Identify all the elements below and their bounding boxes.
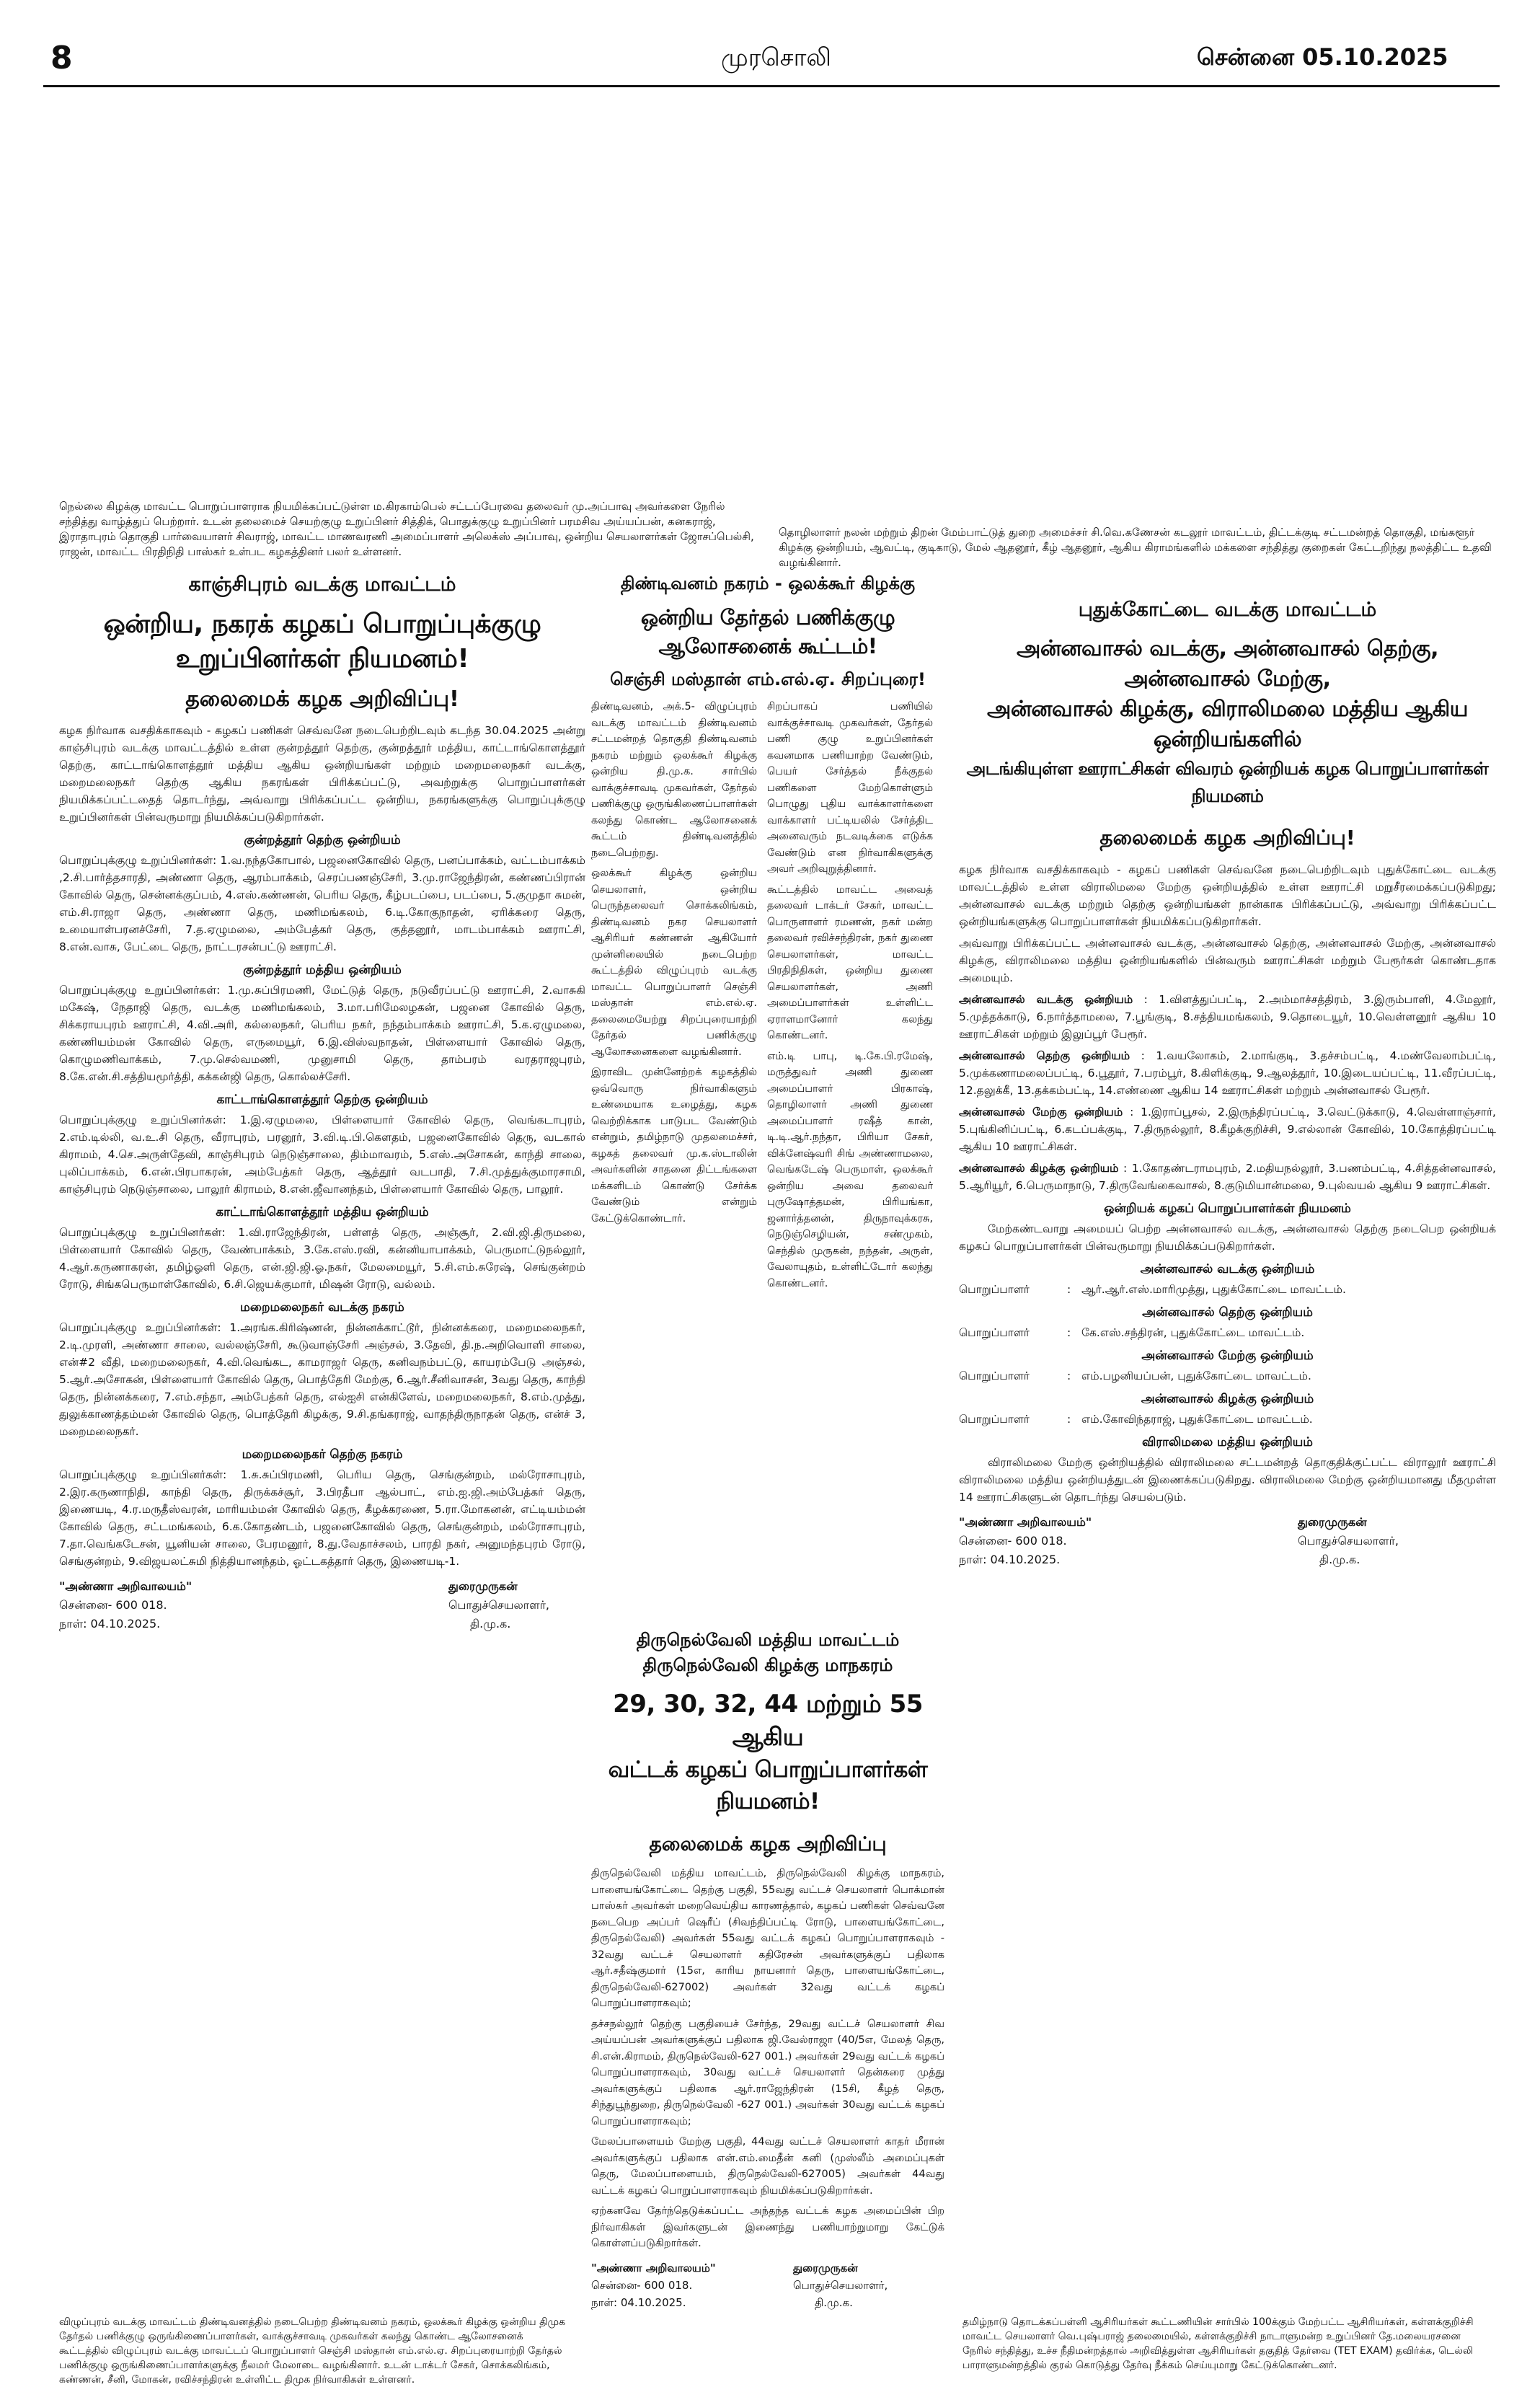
appoint-value: எம்.பழனியப்பன், புதுக்கோட்டை மாவட்டம். — [1081, 1369, 1311, 1382]
paragraph: ஏற்கனவே தேர்ந்தெடுக்கப்பட்ட அந்தந்த வட்டக் கழக அமைப்பின் பிற நிர்வாகிகள் இவர்களுடன் இணைந்து பணியாற்றுமாறு கேட்டுக் கொள்ளப்படுகிறார்கள். — [591, 2205, 944, 2249]
appoint-union: அன்னவாசல் கிழக்கு ஒன்றியம் — [1141, 1392, 1314, 1406]
kanchi-section-body: பொறுப்புக்குழு உறுப்பினர்கள்: 1.வி.ராஜேந்திரன், பள்ளத் தெரு, அஞ்சூர், 2.வி.ஜி.திருமலை, பிள்ளையார் கோவில் தெரு, வேண்பாக்கம், 3.கே.எஸ்.ரவி, கன்னியாபாக்கம், பெருமாட்டுநல்லூர், 4.ஆர்.கருணாகரன், தமிழ்ஓளி தெரு, என்.ஜி.ஜி.ஓ.நகர், மேலமையூர், 5.சி.எம்.சுரேஷ், செங்குன்றம் ரோடு, சிங்கபெருமாள்கோவில், 6.சி.ஜெயக்குமார், மிஷன் ரோடு, வல்லம். — [59, 1226, 585, 1291]
appoint-row: பொறுப்பாளர் : ஆர்.ஆர்.எஸ்.மாரிமுத்து, புதுக்கோட்டை மாவட்டம். — [959, 1281, 1496, 1298]
appoint-union: அன்னவாசல் மேற்கு ஒன்றியம் — [1141, 1349, 1314, 1363]
sig-date: நாள்: 04.10.2025. — [959, 1553, 1061, 1566]
paragraph: எம்.டி பாபு, டி.கே.பி.ரமேஷ், மருத்துவர் அணி துணை அமைப்பாளர் பிரகாஷ், தொழிலாளர் அணி துணை அமைப்பாளர் ரஷீத் கான், டி.டி.ஆர்.நந்தா, பிரியா சேகர், விக்னேஷ்வரி சிங் அண்ணாமலை, வெங்கடேஷ் பெருமாள், ஒலக்கூர் ஒன்றிய அவை தலைவர் புருஷோத்தமன், பிரியங்கா, ஜனார்த்தனன், திருநாவுக்கரசு, நெடுஞ்செழியன், சண்முகம், செந்தில் முருகன், நந்தன், அருள், வேலாயுதம், உள்ளிட்டோர் கலந்து கொண்டனர். — [767, 1050, 933, 1289]
pudukkottai-headline3: அடங்கியுள்ள ஊராட்சிகள் விவரம் ஒன்றியக் கழக பொறுப்பாளர்கள் நியமனம் — [966, 759, 1489, 806]
appoint-label: பொறுப்பாளர் — [959, 1413, 1030, 1426]
kanchi-section-body: பொறுப்புக்குழு உறுப்பினர்கள்: 1.அரங்க.கிரிஷ்ணன், நின்னக்காட்டூர், நின்னக்கரை, மறைமலைநகர், 2.டி.முரளி, அண்ணா சாலை, வல்லஞ்சேரி, கூடுவாஞ்சேரி அஞ்சல், 3.தேவி, தி.ந.அறிவொளி சாலை, என்#2 வீதி, மறைமலைநகர், 4.வி.வெங்கட, காமராஜர் தெரு, கனிவநம்பட்டு, காயரம்பேடு அஞ்சல், 5.ஆர்.அசோகன், பிள்ளையார் கோவில் தெரு, பொத்தேரி மேற்கு, 6.ஆர்.சீனிவாசன், 3வது தெரு, காந்தி தெரு, நின்னக்கரை, 7.எம்.சந்தா, அம்பேத்கர் தெரு, எல்ஐசி என்கிளேவ், மறைமலைநகர், 8.எம்.முத்து, துலுக்காணத்தம்மன் கோவில் தெரு, பொத்தேரி கிழக்கு, 9.சி.தங்கராஜ், வாதந்திருநாதன் தெரு, என்ச் 3, மறைமலைநகர். — [59, 1321, 585, 1438]
paper-name: முரசொலி — [721, 43, 831, 72]
paragraph: ஒலக்கூர் கிழக்கு ஒன்றிய செயலாளர், ஒன்றிய பெருந்தலைவர் சொக்கலிங்கம், திண்டிவனம் நகர செயலாளர் ஆசிரியர் கண்ணன் ஆகியோர் முன்னிலையில் நடைபெற்ற கூட்டத்தில் விழுப்புரம் வடக்கு மாவட்ட பொறுப்பாளர் செஞ்சி மஸ்தான் எம்.எல்.ஏ. தலைமையேற்று சிறப்புரையாற்றி தேர்தல் பணிக்குழு ஆலோசனைகளை வழங்கினார். — [591, 868, 757, 1058]
pudukkottai-notice: தலைமைக் கழக அறிவிப்பு! — [1099, 826, 1355, 850]
sig-name: துரைமுருகன் — [793, 2261, 858, 2275]
pudukkottai-intro: கழக நிர்வாக வசதிக்காகவும் - கழகப் பணிகள் செவ்வனே நடைபெற்றிடவும் புதுக்கோட்டை வடக்கு மாவட்டத்தில் உள்ள விராலிமலை மேற்கு ஒன்றியத்தில் உள்ள ஊராட்சி மறுசீரமைக்கப்படுகிறது; அன்னவாசல் வடக்கு மற்றும் தெற்கு ஒன்றியங்கள் நான்காக பிரிக்கப்பட்டு, அவ்வாறு பிரிக்கப்பட்ட ஒன்றியங்களுக்கு பொறுப்பாளர்கள் நியமிக்கப்படுகிறார்கள். — [959, 863, 1496, 928]
caption-top-right: தொழிலாளர் நலன் மற்றும் திறன் மேம்பாட்டுத் துறை அமைச்சர் சி.வெ.கணேசன் கடலூர் மாவட்டம், திட்டக்குடி சட்டமன்றத் தொகுதி, மங்களூர் கிழக்கு ஒன்றியம், ஆவட்டி, குடிகாடு, மேல் ஆதனூர், கீழ் ஆதனூர், ஆகிய கிராமங்களில் மக்களை சந்தித்து குறைகள் கேட்டறிந்து நலத்திட்ட உதவி வழங்கினார். — [779, 526, 1492, 569]
tirunelveli-headline1: 29, 30, 32, 44 மற்றும் 55 ஆகிய — [613, 1690, 923, 1752]
kanchi-signature — [59, 1577, 585, 1633]
union-name: அன்னவாசல் கிழக்கு ஒன்றியம் — [959, 1162, 1119, 1175]
sig-city: சென்னை- 600 018. — [591, 2278, 693, 2292]
union-item — [959, 991, 1496, 1043]
paragraph: இராவிட முன்னேற்றக் கழகத்தில் ஒவ்வொரு நிர்வாகிகளும் உண்மையாக உழைத்து, கழக வெற்றிக்காக பாடுபட வேண்டும் என்றும், தமிழ்நாடு முதலமைச்சர், கழகத் தலைவர் மு.க.ஸ்டாலின் அவர்களின் சாதனை திட்டங்களை மக்களிடம் கொண்டு சேர்க்க வேண்டும் என்றும் கேட்டுக்கொண்டார். — [591, 1067, 757, 1225]
kanchi-section-title: மறைமலைநகர் வடக்கு நகரம் — [240, 1300, 404, 1315]
sig-party: தி.மு.க. — [815, 2295, 853, 2309]
tindivanam-sub: செஞ்சி மஸ்தான் எம்.எல்.ஏ. சிறப்புரை! — [610, 669, 926, 689]
kanchi-section-title: குன்றத்தூர் மத்திய ஒன்றியம் — [243, 963, 402, 977]
sig-party: தி.மு.க. — [470, 1617, 511, 1631]
union-item — [959, 1103, 1496, 1155]
pudukkottai-body — [959, 861, 1496, 1506]
pudukkottai-article — [959, 599, 1496, 1569]
paragraph: சிறப்பாகப் பணியில் வாக்குச்சாவடி முகவர்கள், தேர்தல் பணி குழு உறுப்பினர்கள் கவனமாக பணியாற்ற வேண்டும், பெயர் சேர்த்தல் நீக்குதல் பணிகளை மேற்கொள்ளும் பொழுது புதிய வாக்காளர்களை வாக்காளர் பட்டியலில் சேர்த்திட அனைவரும் நடவடிக்கை எடுக்க வேண்டும் என நிர்வாகிகளுக்கு அவர் அறிவுறுத்தினார். — [767, 701, 933, 875]
appoint-label: பொறுப்பாளர் — [959, 1326, 1030, 1339]
tirunelveli-article — [591, 1630, 944, 2311]
appoint-label: பொறுப்பாளர் — [959, 1283, 1030, 1296]
union-item — [959, 1047, 1496, 1099]
sig-role: பொதுச்செயலாளர், — [793, 2278, 888, 2292]
appoint-value: எம்.கோவிந்தராஜ், புதுக்கோட்டை மாவட்டம். — [1081, 1413, 1313, 1426]
sig-office: "அண்ணா அறிவாலயம்" — [959, 1515, 1092, 1529]
paragraph: மேலப்பாளையம் மேற்கு பகுதி, 44வது வட்டச் செயலாளர் காதர் மீரான் அவர்களுக்குப் பதிலாக என்.எம்.மைதீன் கனி (முஸ்லீம் அமைப்புகள் தெரு, மேலப்பாளையம், திருநெல்வேலி-627005) அவர்கள் 44வது வட்டக் கழகப் பொறுப்பாளராகவும் நியமிக்கப்படுகிறார்கள். — [591, 2136, 944, 2197]
photo-bottom-right — [959, 1889, 1496, 2308]
photo-bottom-left — [50, 1832, 577, 2311]
union-text: : 1.வயலோகம், 2.மாங்குடி, 3.தச்சம்பட்டி, 4.மண்வேலாம்பட்டி, 5.முக்கணாமலைப்பட்டி, 6.பூதூர், 7.பரம்பூர், 8.கிளிக்குடி, 9.ஆலத்தூர், 10.இடையப்பட்டி, 11.வீரப்பட்டி, 12.தலுக்கீ, 13.தக்கம்பட்டி, 14.எண்ணை ஆகிய 14 ஊராட்சிகள் மற்றும் அன்னவாசல் பேரூர். — [959, 1049, 1496, 1097]
pudukkottai-district: புதுக்கோட்டை வடக்கு மாவட்டம் — [1078, 599, 1377, 621]
appoint-row: பொறுப்பாளர் : கே.எஸ்.சந்திரன், புதுக்கோட்டை மாவட்டம். — [959, 1324, 1496, 1341]
kanchi-section-body: பொறுப்புக்குழு உறுப்பினர்கள்: 1.வ.நந்தகோபால், பஜனைகோவில் தெரு, பனப்பாக்கம், வட்டம்பாக்கம் ,2.சி.பார்த்தசாரதி, அண்ணா தெரு, ஆரம்பாக்கம், செரப்பணஞ்சேரி, 3.மு.ராஜேந்திரன், கண்ணப்பிரான் கோவில் தெரு, சென்னக்குப்பம், 4.எஸ்.கண்ணன், பெரிய தெரு, கீழ்படப்பை, படப்பை, 5.குமுதா சுமன், எம்.சி.ராஜா தெரு, அண்ணா தெரு, மணிமங்கலம், 6.டி.கோகுநாதன், ஏரிக்கரை தெரு, உமையாள்பரனச்சேரி, 7.த.ஏழுமலை, அம்பேத்கர் தெரு, குத்தனூர், மாடம்பாக்கம் ஊராட்சி, 8.என்.வாசு, பேட்டை தெரு, நாட்டரசன்பட்டு ஊராட்சி. — [59, 854, 585, 953]
sig-role: பொதுச்செயலாளர், — [448, 1598, 550, 1612]
pudukkottai-headline1: அன்னவாசல் வடக்கு, அன்னவாசல் தெற்கு, அன்னவாசல் மேற்கு, — [1016, 636, 1439, 692]
appoint-union: அன்னவாசல் வடக்கு ஒன்றியம் — [1140, 1262, 1315, 1276]
issue-date: சென்னை 05.10.2025 — [1197, 43, 1448, 71]
kanchi-district: காஞ்சிபுரம் வடக்கு மாவட்டம் — [188, 573, 456, 596]
pudukkottai-signature — [959, 1513, 1496, 1569]
viralimalai-text: விராலிமலை மேற்கு ஒன்றியத்தில் விராலிமலை சட்டமன்றத் தொகுதிக்குட்பட்ட விராலூர் ஊராட்சி விராலிமலை மத்திய ஒன்றியத்துடன் இணைக்கப்படுகிறது. விராலிமலை மேற்கு ஒன்றியமானது மீதமுள்ள 14 ஊராட்சிகளுடன் தொடர்ந்து செயல்படும். — [959, 1456, 1496, 1504]
kanchi-section-title: மறைமலைநகர் தெற்கு நகரம் — [242, 1447, 403, 1462]
tindivanam-col1 — [591, 699, 757, 1296]
appoint-intro: மேற்கண்டவாறு அமையப் பெற்ற அன்னவாசல் வடக்கு, அன்னவாசல் தெற்கு நடைபெற ஒன்றியக் கழகப் பொறுப்பாளர்கள் பின்வருமாறு நியமிக்கப்படுகிறார்கள். — [959, 1222, 1496, 1253]
paragraph: திருநெல்வேலி மத்திய மாவட்டம், திருநெல்வேலி கிழக்கு மாநகரம், பாளையங்கோட்டை தெற்கு பகுதி, 55வது வட்டச் செயலாளர் பொக்மான் பாஸ்கர் அவர்கள் மறைவெய்திய காரணத்தால், கழகப் பணிகள் செவ்வனே நடைபெற அப்பர் ஷெரீப் (சிவந்திப்பட்டி ரோடு, பாளையங்கோட்டை, திருநெல்வேலி) அவர்கள் 55வது வட்டக் கழகப் பொறுப்பாளராகவும் - 32வது வட்டச் செயலாளர் கதிரேசன் அவர்களுக்குப் பதிலாக ஆர்.சதீஷ்குமார் (15எ, காரிய நாயனார் தெரு, பாளையங்கோட்டை, திருநெல்வேலி-627002) அவர்கள் 32வது வட்டக் கழகப் பொறுப்பாளராகவும்; — [591, 1868, 944, 2009]
sig-date: நாள்: 04.10.2025. — [59, 1617, 161, 1631]
sig-city: சென்னை- 600 018. — [959, 1534, 1067, 1548]
tirunelveli-signature — [591, 2259, 944, 2311]
kanchi-section-body: பொறுப்புக்குழு உறுப்பினர்கள்: 1.சு.சுப்பிரமணி, பெரிய தெரு, செங்குன்றம், மல்ரோசாபுரம், 2.இர.கருணாநிதி, காந்தி தெரு, திருக்கச்சூர், 3.பிரதீபா ஆல்பாட், எம்.ஐ.ஜி.அம்பேத்கர் தெரு, இணையடி, 4.ர.மருதீஸ்வரன், மாரியம்மன் கோவில் தெரு, கீழக்கரணை, 5.ரா.மோகனன், எட்டியம்மன் கோவில் தெரு, சட்டமங்கலம், 6.க.கோதண்டம், பஜனைகோவில் தெரு, செங்குன்றம், மல்ரோசாபுரம், 7.தா.வெங்கடேசன், யூனியன் சாலை, பேரமனூர், 8.து.வேதாச்சலம், பாரதி நகர், அனுமந்தபுரம் ரோடு, செங்குன்றம், 9.விஜயலட்சுமி நித்தியானந்தம், ஓட்டகத்தார் தெரு, இணையடி-1. — [59, 1468, 585, 1568]
kanchi-section-title: காட்டாங்கொளத்தூர் தெற்கு ஒன்றியம் — [216, 1093, 428, 1107]
pudukkottai-headline2: அன்னவாசல் கிழக்கு, விராலிமலை மத்திய ஆகிய ஒன்றியங்களில் — [986, 697, 1468, 752]
appoint-union: அன்னவாசல் தெற்கு ஒன்றியம் — [1142, 1305, 1313, 1320]
sig-role: பொதுச்செயலாளர், — [1298, 1534, 1399, 1548]
masthead-rule — [43, 85, 1500, 87]
tirunelveli-district2: திருநெல்வேலி கிழக்கு மாநகரம் — [642, 1655, 893, 1675]
appoint-value: கே.எஸ்.சந்திரன், புதுக்கோட்டை மாவட்டம். — [1081, 1326, 1305, 1339]
union-name: அன்னவாசல் தெற்கு ஒன்றியம் — [959, 1049, 1130, 1062]
kanchi-notice: தலைமைக் கழக அறிவிப்பு! — [185, 687, 459, 712]
sig-city: சென்னை- 600 018. — [59, 1598, 167, 1612]
caption-bottom-left: விழுப்புரம் வடக்கு மாவட்டம் திண்டிவனத்தில் நடைபெற்ற திண்டிவனம் நகரம், ஒலக்கூர் கிழக்கு ஒன்றிய திமுக தேர்தல் பணிக்குழு ஒருங்கிணைப்பாளர்கள், வாக்குச்சாவடி முகவர்கள் கலந்து கொண்ட ஆலோசனைக் கூட்டத்தில் விழுப்புரம் வடக்கு மாவட்டப் பொறுப்பாளர் செஞ்சி மஸ்தான் எம்.எல்.ஏ. சிறப்புரையாற்றி தேர்தல் பணிக்குழு ஒருங்கிணைப்பாளர்களுக்கு நீலமர் மேலாடை வழங்கினார். உடன் டாக்டர் சேகர், சொக்கலிங்கம், கண்ணன், சீனி, மோகன், ரவிச்சந்திரன் உள்ளிட்ட திமுக நிர்வாகிகள் உள்ளனர். — [59, 2316, 566, 2386]
union-text: : 1.இராப்பூசல், 2.இருந்திரப்பட்டி, 3.வெட்டுக்காடு, 4.வெள்ளாஞ்சார், 5.புங்கினிப்பட்டி, 6.கடப்பக்குடி, 7.திருநல்லூர், 8.கீழக்குறிச்சி, 9.எல்லான் கோவில், 10.கோத்திரப்பட்டி ஆகிய 10 ஊராட்சிகள். — [959, 1106, 1496, 1153]
tirunelveli-district1: திருநெல்வேலி மத்திய மாவட்டம் — [636, 1630, 900, 1650]
tindivanam-article — [591, 573, 944, 1296]
tirunelveli-headline2: வட்டக் கழகப் பொறுப்பாளர்கள் நியமனம்! — [608, 1757, 928, 1814]
appoint-value: ஆர்.ஆர்.எஸ்.மாரிமுத்து, புதுக்கோட்டை மாவட்டம். — [1081, 1283, 1346, 1296]
page-number: 8 — [50, 40, 73, 76]
appoint-label: பொறுப்பாளர் — [959, 1369, 1030, 1382]
kanchi-section-body: பொறுப்புக்குழு உறுப்பினர்கள்: 1.இ.ஏழுமலை, பிள்ளையார் கோவில் தெரு, வெங்கடாபுரம், 2.எம்.டில்லி, வ.உ.சி தெரு, வீராபுரம், பரனூர், 3.வி.டி.பி.கௌதம், பஜனைகோவில் தெரு, வடகால் கிராமம், 4.செ.அருள்தேவி, காஞ்சிபுரம் நெடுஞ்சாலை, திம்மாவரம், 5.எஸ்.அசோகன், காந்தி சாலை, புலிப்பாக்கம், 6.என்.பிரபாகரன், அம்பேத்கர் தெரு, ஆத்தூர் வடபாதி, 7.சி.முத்துக்குமாரசாமி, காஞ்சிபுரம் நெடுஞ்சாலை, பாலூர் கிராமம், 8.என்.ஜீவானந்தம், பிள்ளையார் கோவில் தெரு, பாலூர். — [59, 1113, 585, 1196]
paragraph: கூட்டத்தில் மாவட்ட அவைத் தலைவர் டாக்டர் சேகர், மாவட்ட பொருளாளர் ரமணன், நகர் மன்ற தலைவர் ரவிச்சந்திரன், நகர் துணை செயலாளர்கள், மாவட்ட பிரதிநிதிகள், ஒன்றிய துணை செயலாளர்கள், அணி அமைப்பாளர்கள் உள்ளிட்ட ஏராளமானோர் கலந்து கொண்டனர். — [767, 883, 933, 1041]
photo-right — [775, 97, 1496, 519]
union-item — [959, 1160, 1496, 1194]
caption-bottom-right: தமிழ்நாடு தொடக்கப்பள்ளி ஆசிரியர்கள் கூட்டணியின் சார்பில் 100க்கும் மேற்பட்ட ஆசிரியர்கள், கள்ளக்குறிச்சி மாவட்ட செயலாளர் வெ.புஷ்பராஜ் தலைமையில், கள்ளக்குறிச்சி நாடாளுமன்ற உறுப்பினர் தே.மலையரசனை நேரில் சந்தித்து, உச்ச நீதிமன்றத்தால் அறிவித்துள்ள ஆசிரியர்கள் தகுதித் தேர்வை (TET EXAM) தவிர்க்க, டெல்லி பாராளுமன்றத்தில் குரல் கொடுத்து தேர்வு நீக்கம் செய்யுமாறு கேட்டுக்கொண்டனர். — [962, 2316, 1474, 2371]
masthead — [0, 0, 1540, 94]
appoint-title: ஒன்றியக் கழகப் பொறுப்பாளர்கள் நியமனம் — [1104, 1201, 1351, 1216]
pudukkottai-intro2: அவ்வாறு பிரிக்கப்பட்ட அன்னவாசல் வடக்கு, அன்னவாசல் தெற்கு, அன்னவாசல் மேற்கு, அன்னவாசல் கிழக்கு, விராலிமலை மத்திய ஒன்றியங்களில் பின்வரும் ஊராட்சிகள் மற்றும் பேரூர்கள் கொண்டதாக அமையும். — [959, 937, 1496, 984]
kanchi-intro: கழக நிர்வாக வசதிக்காகவும் - கழகப் பணிகள் செவ்வனே நடைபெற்றிடவும் கடந்த 30.04.2025 அன்று காஞ்சிபுரம் வடக்கு மாவட்டத்தில் உள்ள குன்றத்தூர் தெற்கு, குன்றத்தூர் மத்திய, காட்டாங்கொளத்தூர் தெற்கு, காட்டாங்கொளத்தூர் மத்திய ஆகிய ஒன்றியங்கள் மற்றும் மறைமலைநகர் வடக்கு, மறைமலைநகர் தெற்கு ஆகிய நகரங்கள் பிரிக்கப்பட்டு, அவற்றுக்கு பொறுப்பாளர்கள் நியமிக்கப்பட்டதைத் தொடர்ந்து, அவ்வாறு பிரிக்கப்பட்ட ஒன்றிய, நகரங்களுக்கு பொறுப்புக்குழு உறுப்பினர்கள் பின்வருமாறு நியமிக்கப்படுகிறார்கள். — [59, 724, 585, 824]
union-name: அன்னவாசல் மேற்கு ஒன்றியம் — [959, 1106, 1123, 1119]
union-text: : 1.கோதண்டராமபுரம், 2.மதியநல்லூர், 3.பணம்பட்டி, 4.சித்தன்னவாசல், 5.ஆரியூர், 6.பெருமாநாடு, 7.திருவேங்கைவாசல், 8.குடுமியான்மலை, 9.புல்வயல் ஆகிய 9 ஊராட்சிகள். — [959, 1162, 1496, 1192]
paragraph: திண்டிவனம், அக்.5- விழுப்புரம் வடக்கு மாவட்டம் திண்டிவனம் சட்டமன்றத் தொகுதி திண்டிவனம் நகரம் மற்றும் ஒலக்கூர் கிழக்கு ஒன்றிய தி.மு.க. சார்பில் வாக்குச்சாவடி முகவர்கள், தேர்தல் பணிக்குழு ஒருங்கிணைப்பாளர்கள் கலந்து கொண்ட ஆலோசனைக் கூட்டம் திண்டிவனத்தில் நடைபெற்றது. — [591, 701, 757, 859]
union-text: : 1.விளத்துப்பட்டி, 2.அம்மாச்சத்திரம், 3.இரும்பாளி, 4.மேலூர், 5.முத்தக்காடு, 6.நார்த்தாமலை, 7.பூங்குடி, 8.சத்தியமங்கலம், 9.தொடையூர், 10.வெள்ளனூர் ஆகிய 10 ஊராட்சிகள் மற்றும் இலுப்பூர் பேரூர். — [959, 993, 1496, 1041]
sig-date: நாள்: 04.10.2025. — [591, 2295, 686, 2309]
appoint-row: பொறுப்பாளர் : எம்.கோவிந்தராஜ், புதுக்கோட்டை மாவட்டம். — [959, 1411, 1496, 1428]
sig-office: "அண்ணா அறிவாலயம்" — [591, 2261, 716, 2275]
viralimalai-title: விராலிமலை மத்திய ஒன்றியம் — [1142, 1435, 1313, 1450]
union-name: அன்னவாசல் வடக்கு ஒன்றியம் — [959, 993, 1133, 1006]
sig-name: துரைமுருகன் — [448, 1579, 518, 1593]
sig-name: துரைமுருகன் — [1298, 1515, 1367, 1529]
kanchi-section-body: பொறுப்புக்குழு உறுப்பினர்கள்: 1.மு.சுப்பிரமணி, மேட்டுத் தெரு, நடுவீரப்பட்டு ஊராட்சி, 2.வாசுகி மகேஷ், நேதாஜி தெரு, வடக்கு மணிமங்கலம், 3.மா.பரிமேலழகன், பஜனை கோவில் தெரு, சிக்கராயபுரம் ஊராட்சி, 4.வி.அரி, கல்லைநகர், பெரிய நகர், நந்தம்பாக்கம் ஊராட்சி, 5.க.ஏழுமலை, கண்ணியம்மன் கோவில் தெரு, எருமையூர், 6.இ.விஸ்வநாதன், பிள்ளையார் கோவில் தெரு, கொழுமணிவாக்கம், 7.மு.செல்வமணி, முனுசாமி தெரு, தாம்பரம் வரதராஜபுரம், 8.கே.என்.சி.சத்தியமூர்த்தி, கக்கன்ஜி தெரு, கொல்லச்சேரி. — [59, 984, 585, 1083]
kanchi-article — [59, 573, 585, 1633]
kanchi-body — [59, 722, 585, 1570]
appoint-row: பொறுப்பாளர் : எம்.பழனியப்பன், புதுக்கோட்டை மாவட்டம். — [959, 1367, 1496, 1385]
paragraph: தச்சநல்லூர் தெற்கு பகுதியைச் சேர்ந்த, 29வது வட்டச் செயலாளர் சிவ அய்யப்பன் அவர்களுக்குப் பதிலாக ஜி.வேல்ராஜா (40/5எ, மேலத் தெரு, சி.என்.கிராமம், திருநெல்வேலி-627 001.) அவர்கள் 29வது வட்டக் கழகப் பொறுப்பாளராகவும், 30வது வட்டச் செயலாளர் தென்கரை முத்து அவர்களுக்குப் பதிலாக ஆர்.ராஜேந்திரன் (15சி, கீழத் தெரு, சிந்துபூந்துறை, திருநெல்வேலி -627 001.) அவர்கள் 30வது வட்டக் கழகப் பொறுப்பாளராகவும்; — [591, 2018, 944, 2127]
kanchi-headline: ஒன்றிய, நகரக் கழகப் பொறுப்புக்குழு உறுப்பினர்கள் நியமனம்! — [103, 609, 541, 674]
kanchi-section-title: காட்டாங்கொளத்தூர் மத்திய ஒன்றியம் — [216, 1205, 429, 1219]
tindivanam-headline: ஒன்றிய தேர்தல் பணிக்குழு ஆலோசனைக் கூட்டம்! — [640, 605, 895, 658]
tindivanam-title: திண்டிவனம் நகரம் - ஒலக்கூர் கிழக்கு — [620, 573, 916, 594]
tirunelveli-notice: தலைமைக் கழக அறிவிப்பு — [649, 1833, 887, 1856]
sig-party: தி.மு.க. — [1319, 1553, 1360, 1566]
kanchi-section-title: குன்றத்தூர் தெற்கு ஒன்றியம் — [244, 833, 401, 847]
sig-office: "அண்ணா அறிவாலயம்" — [59, 1579, 192, 1593]
photo-left — [50, 97, 764, 498]
caption-top-left: நெல்லை கிழக்கு மாவட்ட பொறுப்பாளராக நியமிக்கப்பட்டுள்ள ம.கிரகாம்பெல் சட்டப்பேரவை தலைவர் மு.அப்பாவு அவர்களை நேரில் சந்தித்து வாழ்த்துப் பெற்றார். உடன் தலைமைச் செயற்குழு உறுப்பினர் சித்திக், பொதுக்குழு உறுப்பினர் பரமசிவ அய்யப்பன், கனகராஜ், இராதாபுரம் தொகுதி பார்வையாளர் சிவராஜ், மாவட்ட மாணவரணி அமைப்பாளர் அலெக்ஸ் அப்பாவு, ஒன்றிய செயலாளர்கள் ஜோசப்பெல்சி, ராஜன், மாவட்ட பிரதிநிதி பாஸ்கர் உள்பட கழகத்தினர் பலர் உள்ளனர். — [59, 500, 754, 558]
tirunelveli-body — [591, 1866, 944, 2252]
tindivanam-col2 — [767, 699, 933, 1296]
